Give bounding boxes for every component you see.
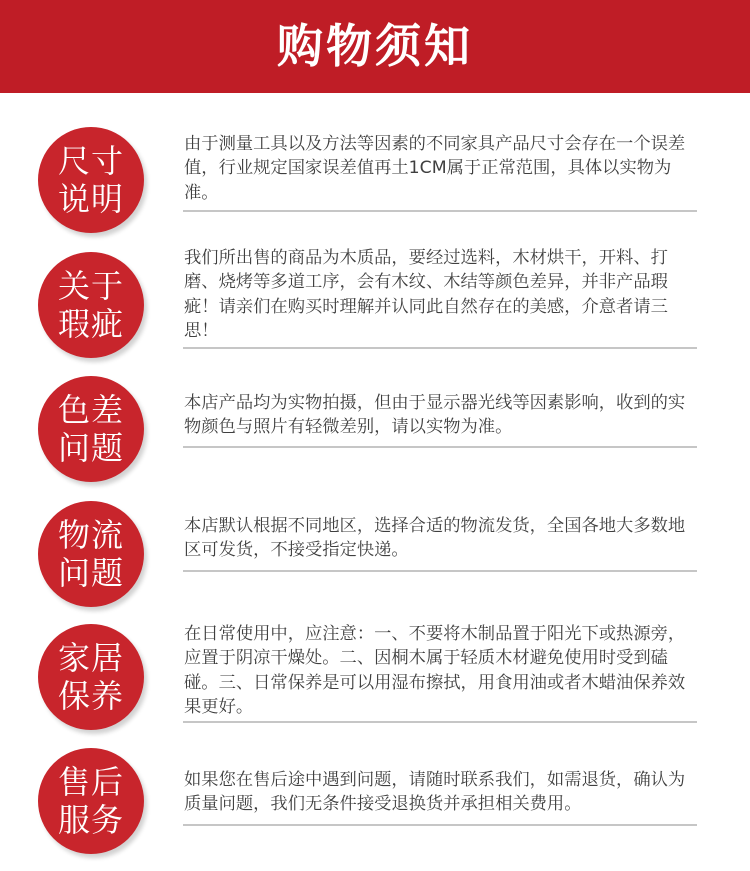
badge-line-bottom: 瑕疵	[57, 305, 124, 343]
notice-item-color	[0, 360, 750, 484]
notice-item-defects	[0, 236, 750, 360]
badge-line-bottom: 服务	[57, 801, 124, 839]
page-title: 购物须知	[277, 18, 473, 73]
badge-line-bottom: 保养	[57, 677, 124, 715]
divider	[183, 347, 697, 349]
badge-line-top: 色差	[57, 391, 124, 429]
notice-item-size	[0, 112, 750, 236]
notice-item-after-sales	[0, 732, 750, 856]
notice-item-care	[0, 608, 750, 732]
badge-defects	[38, 252, 144, 358]
badge-size	[38, 127, 144, 233]
badge-line-bottom: 说明	[57, 180, 124, 218]
notice-text-defects: 我们所出售的商品为木质品，要经过选料，木材烘干，开料、打磨、烧烤等多道工序，会有木纹、木结等颜色差异，并非产品瑕疵！请亲们在购买时理解并认同此自然存在的美感，介意者请三思！	[184, 248, 668, 342]
notice-item-logistics	[0, 485, 750, 609]
badge-color	[38, 376, 144, 482]
header-banner	[0, 0, 750, 93]
divider	[183, 210, 697, 212]
badge-line-top: 物流	[57, 516, 124, 554]
badge-line-bottom: 问题	[57, 554, 124, 592]
badge-care	[38, 624, 144, 730]
notice-text-size: 由于测量工具以及方法等因素的不同家具产品尺寸会存在一个误差值，行业规定国家误差值再土1CM属于正常范围，具体以实物为准。	[184, 134, 686, 203]
badge-logistics	[38, 501, 144, 607]
badge-line-bottom: 问题	[57, 429, 124, 467]
notice-text-color: 本店产品均为实物拍摄，但由于显示器光线等因素影响，收到的实物颜色与照片有轻微差别，请以实物为准。	[184, 393, 686, 438]
notice-text-after-sales: 如果您在售后途中遇到问题，请随时联系我们，如需退货，确认为质量问题，我们无条件接受退换货并承担相关费用。	[184, 770, 686, 815]
notice-text-care: 在日常使用中，应注意：一、不要将木制品置于阳光下或热源旁，应置于阴凉干燥处。二、因桐木属于轻质木材避免使用时受到磕碰。三、日常保养是可以用湿布擦拭，用食用油或者木蜡油保养效果更好。	[184, 624, 686, 718]
divider	[183, 721, 697, 723]
divider	[183, 824, 697, 826]
divider	[183, 446, 697, 448]
badge-after-sales	[38, 748, 144, 854]
notice-list	[0, 93, 750, 871]
badge-line-top: 家居	[57, 639, 124, 677]
divider	[183, 570, 697, 572]
notice-text-logistics: 本店默认根据不同地区，选择合适的物流发货，全国各地大多数地区可发货，不接受指定快递。	[184, 516, 686, 561]
badge-line-top: 关于	[57, 267, 124, 305]
badge-line-top: 售后	[57, 763, 124, 801]
badge-line-top: 尺寸	[57, 142, 124, 180]
